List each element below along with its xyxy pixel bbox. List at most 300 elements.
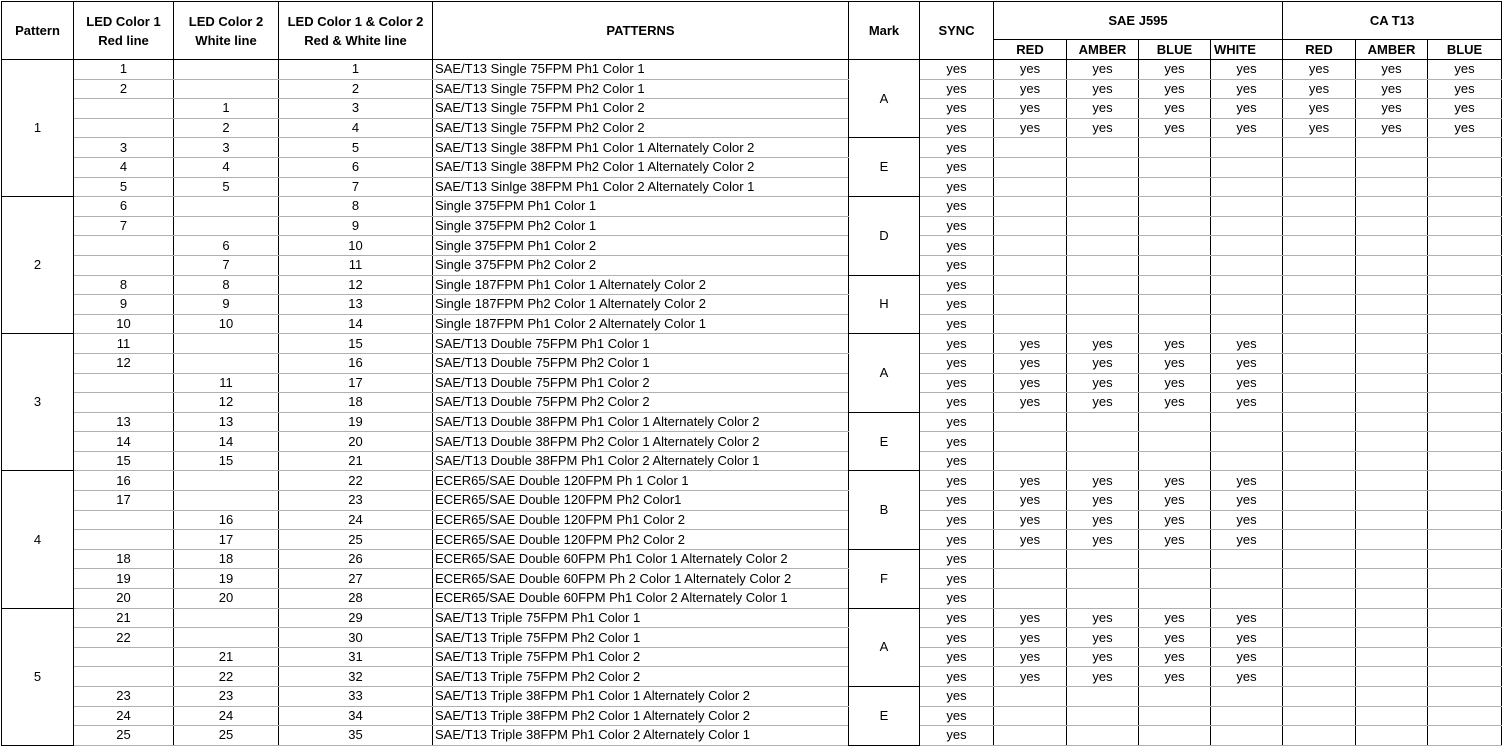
sync-cell: yes: [920, 530, 994, 550]
sae-red-cell: yes: [994, 510, 1067, 530]
sae-red-cell: [994, 726, 1067, 746]
sae-white-cell: yes: [1211, 628, 1283, 648]
sae-white-cell: yes: [1211, 471, 1283, 491]
ca-blue-cell: [1428, 667, 1502, 687]
mark-cell: A: [849, 60, 920, 138]
pattern-name-cell: SAE/T13 Double 38FPM Ph1 Color 1 Alternately Color 2: [433, 412, 849, 432]
sync-cell: yes: [920, 393, 994, 413]
led-color-2-cell: [174, 608, 279, 628]
ca-amber-cell: [1356, 569, 1428, 589]
led-color-1-cell: 25: [74, 726, 174, 746]
led-color-2-cell: 2: [174, 118, 279, 138]
sae-amber-cell: yes: [1067, 79, 1139, 99]
mark-cell: E: [849, 138, 920, 197]
header-sae-red: RED: [994, 40, 1067, 60]
sae-amber-cell: [1067, 687, 1139, 707]
sae-red-cell: yes: [994, 530, 1067, 550]
pattern-name-cell: SAE/T13 Triple 75FPM Ph1 Color 2: [433, 647, 849, 667]
sae-amber-cell: yes: [1067, 510, 1139, 530]
ca-red-cell: [1283, 393, 1356, 413]
sae-white-cell: [1211, 295, 1283, 315]
ca-red-cell: [1283, 647, 1356, 667]
led-color-2-cell: [174, 79, 279, 99]
ca-red-cell: [1283, 216, 1356, 236]
led-color-1-cell: 2: [74, 79, 174, 99]
sae-blue-cell: [1139, 706, 1211, 726]
sae-white-cell: yes: [1211, 491, 1283, 511]
led-both-cell: 2: [279, 79, 433, 99]
ca-red-cell: [1283, 726, 1356, 746]
led-color-1-cell: 4: [74, 157, 174, 177]
ca-red-cell: [1283, 530, 1356, 550]
sae-blue-cell: yes: [1139, 647, 1211, 667]
sae-amber-cell: yes: [1067, 530, 1139, 550]
led-color-1-cell: 9: [74, 295, 174, 315]
sync-cell: yes: [920, 373, 994, 393]
table-row: [2, 510, 1502, 530]
table-row: [2, 530, 1502, 550]
sae-amber-cell: yes: [1067, 334, 1139, 354]
ca-red-cell: [1283, 589, 1356, 609]
ca-red-cell: yes: [1283, 118, 1356, 138]
sae-white-cell: [1211, 314, 1283, 334]
led-color-2-cell: [174, 628, 279, 648]
sae-white-cell: [1211, 706, 1283, 726]
led-color-1-cell: 1: [74, 60, 174, 80]
led-color-2-cell: [174, 60, 279, 80]
table-row: [2, 295, 1502, 315]
sync-cell: yes: [920, 491, 994, 511]
sae-amber-cell: [1067, 295, 1139, 315]
pattern-group-cell: 3: [2, 334, 74, 471]
sae-red-cell: yes: [994, 79, 1067, 99]
ca-amber-cell: [1356, 138, 1428, 158]
led-color-1-cell: 22: [74, 628, 174, 648]
table-row: [2, 314, 1502, 334]
sae-amber-cell: yes: [1067, 393, 1139, 413]
table-row: [2, 608, 1502, 628]
pattern-name-cell: ECER65/SAE Double 60FPM Ph 2 Color 1 Alternately Color 2: [433, 569, 849, 589]
led-color-2-cell: 9: [174, 295, 279, 315]
sae-red-cell: yes: [994, 373, 1067, 393]
sae-red-cell: yes: [994, 118, 1067, 138]
header-led-color-2-title: LED Color 2: [188, 13, 264, 29]
led-color-1-cell: 15: [74, 451, 174, 471]
led-color-2-cell: 5: [174, 177, 279, 197]
ca-amber-cell: [1356, 295, 1428, 315]
mark-cell: F: [849, 549, 920, 608]
led-color-1-cell: 24: [74, 706, 174, 726]
mark-cell: H: [849, 275, 920, 334]
table-row: [2, 589, 1502, 609]
led-color-1-cell: 16: [74, 471, 174, 491]
header-led-color-2: [174, 2, 279, 60]
led-color-2-cell: [174, 197, 279, 217]
led-both-cell: 29: [279, 608, 433, 628]
sae-red-cell: [994, 569, 1067, 589]
sae-amber-cell: [1067, 197, 1139, 217]
sync-cell: yes: [920, 60, 994, 80]
led-color-1-cell: 12: [74, 353, 174, 373]
ca-blue-cell: [1428, 138, 1502, 158]
ca-amber-cell: [1356, 353, 1428, 373]
table-row: [2, 393, 1502, 413]
ca-red-cell: [1283, 373, 1356, 393]
sync-cell: yes: [920, 432, 994, 452]
header-ca-red: RED: [1283, 40, 1356, 60]
sync-cell: yes: [920, 451, 994, 471]
sae-white-cell: [1211, 157, 1283, 177]
ca-amber-cell: [1356, 726, 1428, 746]
ca-amber-cell: [1356, 197, 1428, 217]
led-color-1-cell: 7: [74, 216, 174, 236]
pattern-name-cell: SAE/T13 Sinlge 38FPM Ph1 Color 2 Alternately Color 1: [433, 177, 849, 197]
header-ca-amber: AMBER: [1356, 40, 1428, 60]
ca-red-cell: [1283, 569, 1356, 589]
sync-cell: yes: [920, 118, 994, 138]
led-both-cell: 24: [279, 510, 433, 530]
sae-blue-cell: [1139, 687, 1211, 707]
sae-white-cell: yes: [1211, 393, 1283, 413]
ca-red-cell: [1283, 334, 1356, 354]
pattern-name-cell: Single 375FPM Ph2 Color 1: [433, 216, 849, 236]
sync-cell: yes: [920, 79, 994, 99]
table-body: [2, 60, 1502, 746]
header-sae-white: WHITE: [1211, 40, 1283, 60]
led-color-1-cell: 11: [74, 334, 174, 354]
ca-amber-cell: yes: [1356, 99, 1428, 119]
table-row: [2, 118, 1502, 138]
ca-red-cell: [1283, 608, 1356, 628]
table-row: [2, 726, 1502, 746]
header-sae-j595: SAE J595: [994, 2, 1283, 40]
table-row: [2, 491, 1502, 511]
sae-white-cell: yes: [1211, 334, 1283, 354]
header-sae-amber: AMBER: [1067, 40, 1139, 60]
sae-red-cell: [994, 687, 1067, 707]
pattern-name-cell: SAE/T13 Triple 75FPM Ph2 Color 1: [433, 628, 849, 648]
sae-red-cell: [994, 589, 1067, 609]
led-color-1-cell: [74, 530, 174, 550]
ca-amber-cell: [1356, 255, 1428, 275]
pattern-name-cell: ECER65/SAE Double 120FPM Ph 1 Color 1: [433, 471, 849, 491]
sae-amber-cell: [1067, 412, 1139, 432]
sae-blue-cell: yes: [1139, 334, 1211, 354]
sae-blue-cell: [1139, 216, 1211, 236]
pattern-name-cell: SAE/T13 Double 75FPM Ph1 Color 2: [433, 373, 849, 393]
table-row: [2, 628, 1502, 648]
sae-blue-cell: yes: [1139, 60, 1211, 80]
pattern-name-cell: SAE/T13 Triple 38FPM Ph1 Color 2 Alternately Color 1: [433, 726, 849, 746]
ca-blue-cell: [1428, 608, 1502, 628]
sae-red-cell: [994, 157, 1067, 177]
ca-amber-cell: [1356, 706, 1428, 726]
led-both-cell: 5: [279, 138, 433, 158]
led-both-cell: 8: [279, 197, 433, 217]
sae-amber-cell: [1067, 589, 1139, 609]
sae-amber-cell: [1067, 432, 1139, 452]
mark-cell: E: [849, 687, 920, 746]
led-both-cell: 10: [279, 236, 433, 256]
ca-amber-cell: [1356, 373, 1428, 393]
ca-amber-cell: [1356, 412, 1428, 432]
sae-red-cell: [994, 177, 1067, 197]
led-color-1-cell: [74, 373, 174, 393]
sae-blue-cell: [1139, 314, 1211, 334]
sae-blue-cell: yes: [1139, 510, 1211, 530]
sae-white-cell: [1211, 432, 1283, 452]
pattern-table: [1, 1, 1502, 746]
ca-amber-cell: [1356, 157, 1428, 177]
led-color-1-cell: 10: [74, 314, 174, 334]
led-color-2-cell: 18: [174, 549, 279, 569]
table-row: [2, 177, 1502, 197]
sae-red-cell: [994, 295, 1067, 315]
ca-red-cell: [1283, 412, 1356, 432]
sync-cell: yes: [920, 138, 994, 158]
table-row: [2, 451, 1502, 471]
ca-amber-cell: [1356, 236, 1428, 256]
ca-blue-cell: [1428, 177, 1502, 197]
sync-cell: yes: [920, 275, 994, 295]
ca-blue-cell: [1428, 549, 1502, 569]
sae-white-cell: [1211, 255, 1283, 275]
table-row: [2, 569, 1502, 589]
sync-cell: yes: [920, 353, 994, 373]
pattern-name-cell: ECER65/SAE Double 120FPM Ph1 Color 2: [433, 510, 849, 530]
header-sync: SYNC: [920, 2, 994, 60]
sync-cell: yes: [920, 549, 994, 569]
sae-blue-cell: yes: [1139, 471, 1211, 491]
sae-blue-cell: [1139, 138, 1211, 158]
led-color-2-cell: 16: [174, 510, 279, 530]
led-both-cell: 31: [279, 647, 433, 667]
ca-blue-cell: [1428, 530, 1502, 550]
sae-white-cell: yes: [1211, 118, 1283, 138]
pattern-name-cell: ECER65/SAE Double 60FPM Ph1 Color 1 Alternately Color 2: [433, 549, 849, 569]
sae-blue-cell: [1139, 177, 1211, 197]
led-both-cell: 14: [279, 314, 433, 334]
sae-amber-cell: [1067, 157, 1139, 177]
ca-amber-cell: [1356, 549, 1428, 569]
ca-blue-cell: [1428, 373, 1502, 393]
ca-amber-cell: [1356, 667, 1428, 687]
ca-amber-cell: [1356, 510, 1428, 530]
ca-amber-cell: yes: [1356, 118, 1428, 138]
led-color-1-cell: [74, 118, 174, 138]
ca-blue-cell: [1428, 706, 1502, 726]
led-color-1-cell: 13: [74, 412, 174, 432]
mark-cell: E: [849, 412, 920, 471]
sae-white-cell: [1211, 569, 1283, 589]
table-row: [2, 334, 1502, 354]
sae-amber-cell: [1067, 177, 1139, 197]
ca-blue-cell: yes: [1428, 118, 1502, 138]
pattern-name-cell: SAE/T13 Triple 38FPM Ph1 Color 1 Alternately Color 2: [433, 687, 849, 707]
led-color-1-cell: 8: [74, 275, 174, 295]
pattern-name-cell: Single 187FPM Ph1 Color 1 Alternately Color 2: [433, 275, 849, 295]
pattern-name-cell: Single 375FPM Ph1 Color 1: [433, 197, 849, 217]
sae-blue-cell: yes: [1139, 530, 1211, 550]
ca-blue-cell: [1428, 647, 1502, 667]
ca-red-cell: [1283, 138, 1356, 158]
header-led-color-both: [279, 2, 433, 60]
led-both-cell: 11: [279, 255, 433, 275]
ca-blue-cell: [1428, 412, 1502, 432]
led-both-cell: 1: [279, 60, 433, 80]
ca-blue-cell: yes: [1428, 60, 1502, 80]
sae-white-cell: yes: [1211, 79, 1283, 99]
sae-white-cell: yes: [1211, 647, 1283, 667]
header-pattern: Pattern: [2, 2, 74, 60]
ca-red-cell: [1283, 236, 1356, 256]
sae-amber-cell: [1067, 451, 1139, 471]
ca-red-cell: [1283, 314, 1356, 334]
pattern-name-cell: ECER65/SAE Double 60FPM Ph1 Color 2 Alternately Color 1: [433, 589, 849, 609]
sae-white-cell: [1211, 275, 1283, 295]
sync-cell: yes: [920, 647, 994, 667]
ca-red-cell: [1283, 432, 1356, 452]
led-color-1-cell: [74, 236, 174, 256]
ca-blue-cell: [1428, 451, 1502, 471]
header-led-color-2-sub: White line: [195, 32, 257, 48]
ca-red-cell: [1283, 177, 1356, 197]
pattern-name-cell: SAE/T13 Double 75FPM Ph2 Color 2: [433, 393, 849, 413]
ca-blue-cell: [1428, 334, 1502, 354]
led-color-1-cell: [74, 99, 174, 119]
sae-amber-cell: yes: [1067, 667, 1139, 687]
pattern-name-cell: ECER65/SAE Double 120FPM Ph2 Color 2: [433, 530, 849, 550]
sae-amber-cell: yes: [1067, 373, 1139, 393]
led-color-2-cell: 10: [174, 314, 279, 334]
sync-cell: yes: [920, 667, 994, 687]
led-color-2-cell: 19: [174, 569, 279, 589]
sync-cell: yes: [920, 295, 994, 315]
sae-blue-cell: [1139, 412, 1211, 432]
ca-amber-cell: [1356, 589, 1428, 609]
sae-red-cell: [994, 549, 1067, 569]
sae-white-cell: yes: [1211, 667, 1283, 687]
pattern-name-cell: Single 375FPM Ph1 Color 2: [433, 236, 849, 256]
ca-amber-cell: [1356, 216, 1428, 236]
pattern-name-cell: ECER65/SAE Double 120FPM Ph2 Color1: [433, 491, 849, 511]
sync-cell: yes: [920, 608, 994, 628]
ca-red-cell: [1283, 628, 1356, 648]
header-led-color-both-sub: Red & White line: [304, 32, 407, 48]
sae-blue-cell: [1139, 569, 1211, 589]
table-row: [2, 99, 1502, 119]
sync-cell: yes: [920, 157, 994, 177]
header-mark: Mark: [849, 2, 920, 60]
ca-red-cell: yes: [1283, 79, 1356, 99]
sae-red-cell: yes: [994, 471, 1067, 491]
ca-blue-cell: [1428, 432, 1502, 452]
ca-blue-cell: [1428, 236, 1502, 256]
ca-blue-cell: [1428, 353, 1502, 373]
led-both-cell: 15: [279, 334, 433, 354]
ca-blue-cell: [1428, 726, 1502, 746]
sae-amber-cell: yes: [1067, 647, 1139, 667]
sae-amber-cell: yes: [1067, 608, 1139, 628]
led-both-cell: 3: [279, 99, 433, 119]
pattern-name-cell: SAE/T13 Double 75FPM Ph1 Color 1: [433, 334, 849, 354]
sae-red-cell: [994, 197, 1067, 217]
header-led-color-1-title: LED Color 1: [86, 13, 161, 29]
ca-amber-cell: [1356, 314, 1428, 334]
sae-white-cell: yes: [1211, 373, 1283, 393]
table-row: [2, 706, 1502, 726]
sync-cell: yes: [920, 412, 994, 432]
sync-cell: yes: [920, 706, 994, 726]
led-color-2-cell: 1: [174, 99, 279, 119]
led-both-cell: 20: [279, 432, 433, 452]
sae-red-cell: yes: [994, 393, 1067, 413]
pattern-group-cell: 5: [2, 608, 74, 745]
sync-cell: yes: [920, 334, 994, 354]
sae-red-cell: yes: [994, 99, 1067, 119]
sae-blue-cell: [1139, 432, 1211, 452]
table-row: [2, 216, 1502, 236]
led-both-cell: 32: [279, 667, 433, 687]
sync-cell: yes: [920, 510, 994, 530]
sae-white-cell: yes: [1211, 530, 1283, 550]
led-color-2-cell: [174, 471, 279, 491]
ca-blue-cell: [1428, 157, 1502, 177]
led-both-cell: 28: [279, 589, 433, 609]
led-color-1-cell: [74, 393, 174, 413]
led-both-cell: 9: [279, 216, 433, 236]
sae-blue-cell: [1139, 295, 1211, 315]
led-color-2-cell: 12: [174, 393, 279, 413]
sae-amber-cell: [1067, 706, 1139, 726]
table-row: [2, 60, 1502, 80]
ca-amber-cell: [1356, 530, 1428, 550]
sae-red-cell: yes: [994, 334, 1067, 354]
led-color-2-cell: 22: [174, 667, 279, 687]
ca-red-cell: [1283, 157, 1356, 177]
sae-blue-cell: [1139, 236, 1211, 256]
led-both-cell: 33: [279, 687, 433, 707]
sae-red-cell: [994, 314, 1067, 334]
pattern-name-cell: SAE/T13 Double 75FPM Ph2 Color 1: [433, 353, 849, 373]
table-row: [2, 255, 1502, 275]
sae-amber-cell: [1067, 726, 1139, 746]
ca-blue-cell: [1428, 589, 1502, 609]
sae-blue-cell: yes: [1139, 491, 1211, 511]
pattern-name-cell: SAE/T13 Single 75FPM Ph2 Color 2: [433, 118, 849, 138]
mark-cell: D: [849, 197, 920, 275]
sae-blue-cell: yes: [1139, 608, 1211, 628]
pattern-name-cell: SAE/T13 Triple 75FPM Ph1 Color 1: [433, 608, 849, 628]
pattern-group-cell: 2: [2, 197, 74, 334]
sae-white-cell: [1211, 589, 1283, 609]
pattern-name-cell: SAE/T13 Double 38FPM Ph1 Color 2 Alternately Color 1: [433, 451, 849, 471]
ca-red-cell: [1283, 549, 1356, 569]
ca-amber-cell: [1356, 451, 1428, 471]
sync-cell: yes: [920, 687, 994, 707]
led-color-1-cell: 5: [74, 177, 174, 197]
pattern-group-cell: 1: [2, 60, 74, 197]
sae-red-cell: yes: [994, 628, 1067, 648]
table-row: [2, 471, 1502, 491]
sae-blue-cell: yes: [1139, 393, 1211, 413]
sae-amber-cell: [1067, 216, 1139, 236]
header-ca-t13: CA T13: [1283, 2, 1502, 40]
sae-white-cell: yes: [1211, 60, 1283, 80]
sae-white-cell: [1211, 216, 1283, 236]
ca-blue-cell: yes: [1428, 99, 1502, 119]
ca-red-cell: [1283, 471, 1356, 491]
